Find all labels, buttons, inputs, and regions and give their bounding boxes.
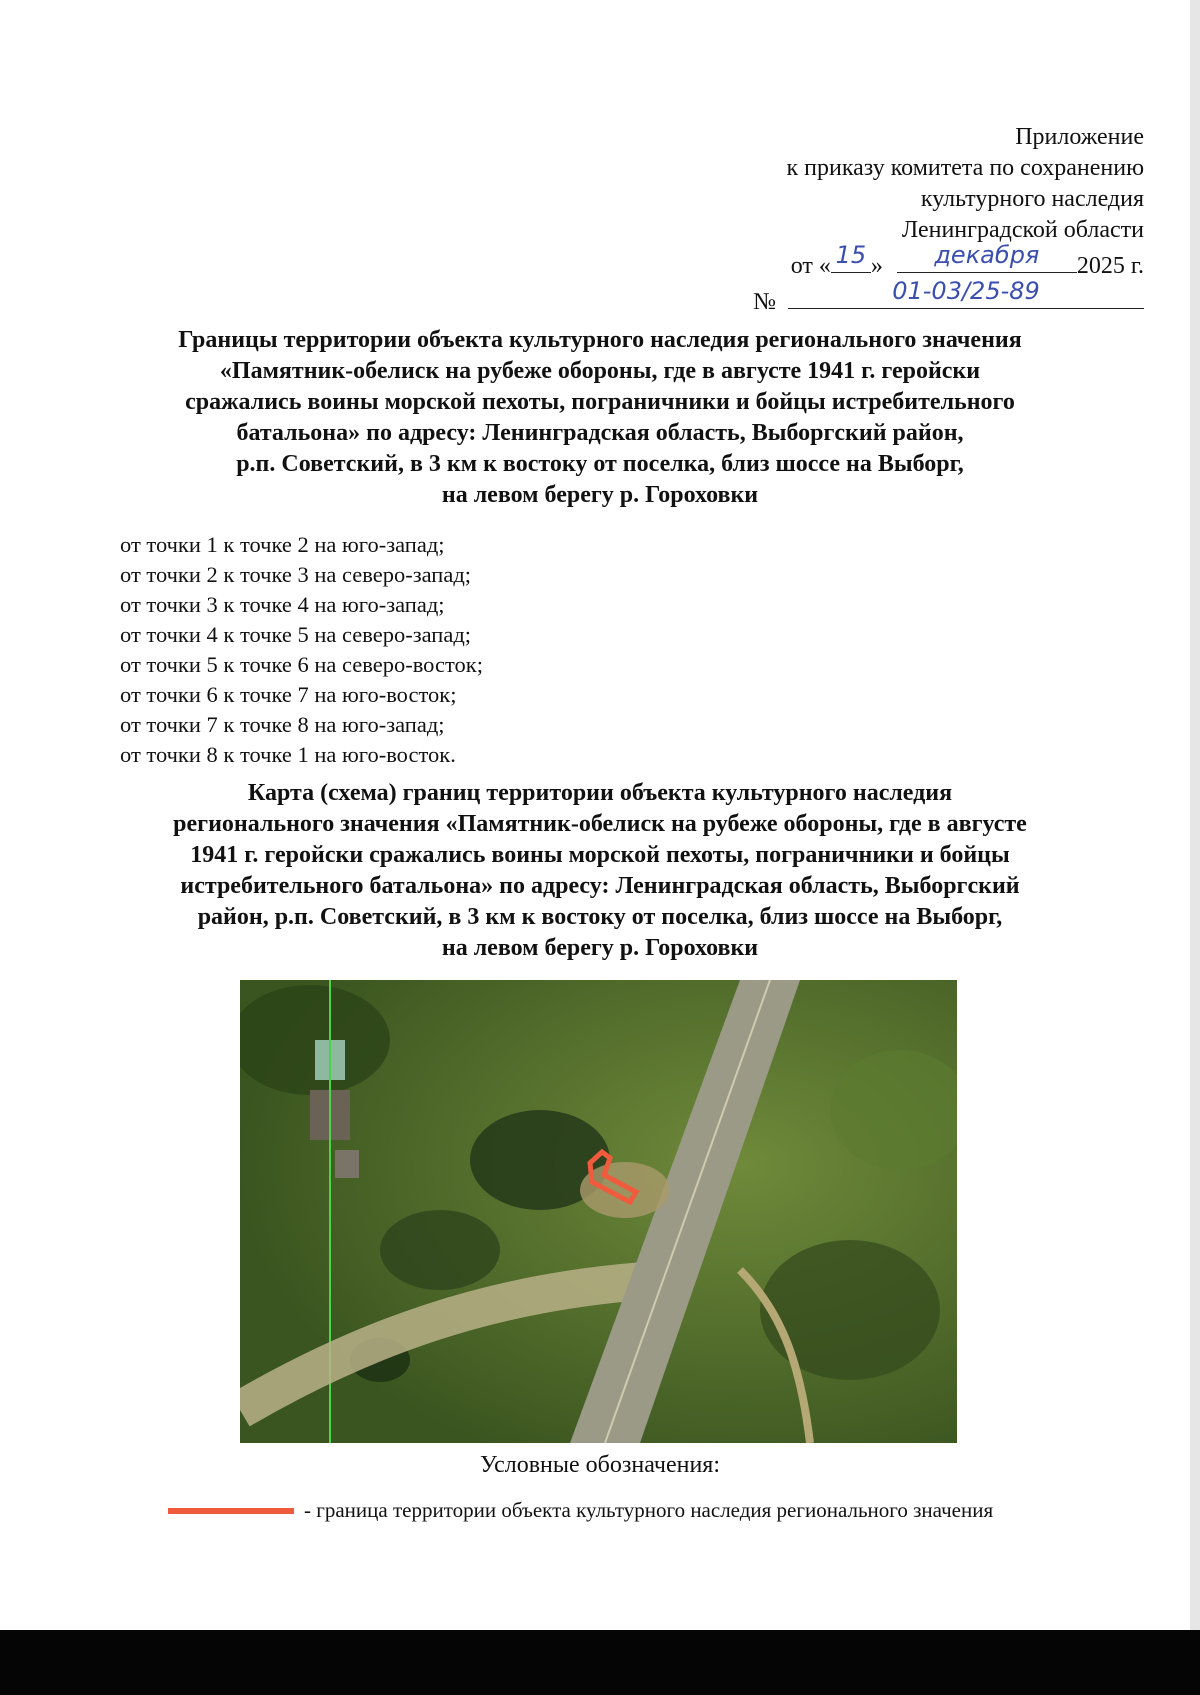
- direction-item: от точки 1 к точке 2 на юго-запад;: [120, 532, 445, 557]
- number-handwritten: 01-03/25-89: [892, 277, 1040, 305]
- satellite-map: [240, 980, 957, 1443]
- number-label: №: [753, 289, 776, 315]
- tree-patch: [760, 1240, 940, 1380]
- appendix-line: культурного наследия: [920, 186, 1144, 212]
- boundary-swatch: [168, 1508, 294, 1514]
- legend-title: Условные обозначения:: [479, 1452, 721, 1478]
- boundary-directions-list: [120, 530, 483, 770]
- appendix-line: Ленинградской области: [901, 217, 1144, 243]
- title-line: на левом берегу р. Гороховки: [441, 935, 759, 961]
- title-line: 1941 г. геройски сражались воины морской пехоты, пограничники и бойцы: [190, 842, 1010, 868]
- month-blank: [897, 241, 1077, 273]
- date-mid: »: [870, 253, 883, 279]
- legend-item: [168, 1498, 993, 1523]
- day-blank: [831, 241, 871, 273]
- direction-item: от точки 4 к точке 5 на северо-запад;: [120, 622, 472, 647]
- map-title: [100, 778, 1100, 964]
- appendix-line: к приказу комитета по сохранению: [786, 155, 1144, 181]
- month-handwritten: декабря: [934, 241, 1040, 269]
- title-line: батальона» по адресу: Ленинградская область, Выборгский район,: [236, 420, 964, 446]
- title-line: р.п. Советский, в 3 км к востоку от поселка, близ шоссе на Выборг,: [236, 451, 964, 477]
- direction-item: от точки 5 к точке 6 на северо-восток;: [120, 652, 483, 677]
- direction-item: от точки 6 к точке 7 на юго-восток;: [120, 682, 457, 707]
- title-line: истребительного батальона» по адресу: Ленинградская область, Выборгский: [180, 873, 1020, 899]
- direction-item: от точки 8 к точке 1 на юго-восток.: [120, 742, 456, 767]
- order-number: [544, 277, 1144, 318]
- boundaries-title: [100, 325, 1100, 511]
- title-line: сражались воины морской пехоты, пограничники и бойцы истребительного: [185, 389, 1015, 415]
- appendix-line: Приложение: [1015, 124, 1144, 150]
- satellite-map-image: [240, 980, 957, 1443]
- legend-label: - граница территории объекта культурного наследия регионального значения: [304, 1498, 994, 1522]
- title-line: Границы территории объекта культурного наследия регионального значения: [178, 327, 1022, 353]
- scan-border: [0, 1630, 1200, 1695]
- building: [335, 1150, 359, 1178]
- title-line: на левом берегу р. Гороховки: [441, 482, 759, 508]
- date-prefix: от «: [790, 253, 831, 279]
- tree-patch: [380, 1210, 500, 1290]
- number-blank: [788, 277, 1144, 309]
- day-handwritten: 15: [835, 241, 867, 269]
- clearing: [580, 1162, 670, 1218]
- title-line: «Памятник-обелиск на рубеже обороны, где в августе 1941 г. геройски: [219, 358, 981, 384]
- title-line: Карта (схема) границ территории объекта культурного наследия: [247, 780, 953, 806]
- direction-item: от точки 2 к точке 3 на северо-запад;: [120, 562, 472, 587]
- direction-item: от точки 3 к точке 4 на юго-запад;: [120, 592, 445, 617]
- title-line: регионального значения «Памятник-обелиск на рубеже обороны, где в августе: [173, 811, 1027, 837]
- direction-item: от точки 7 к точке 8 на юго-запад;: [120, 712, 445, 737]
- title-line: район, р.п. Советский, в 3 км к востоку от поселка, близ шоссе на Выборг,: [197, 904, 1003, 930]
- order-year: 2025 г.: [1076, 253, 1144, 279]
- appendix-header: [544, 122, 1144, 318]
- scan-edge: [1190, 0, 1200, 1630]
